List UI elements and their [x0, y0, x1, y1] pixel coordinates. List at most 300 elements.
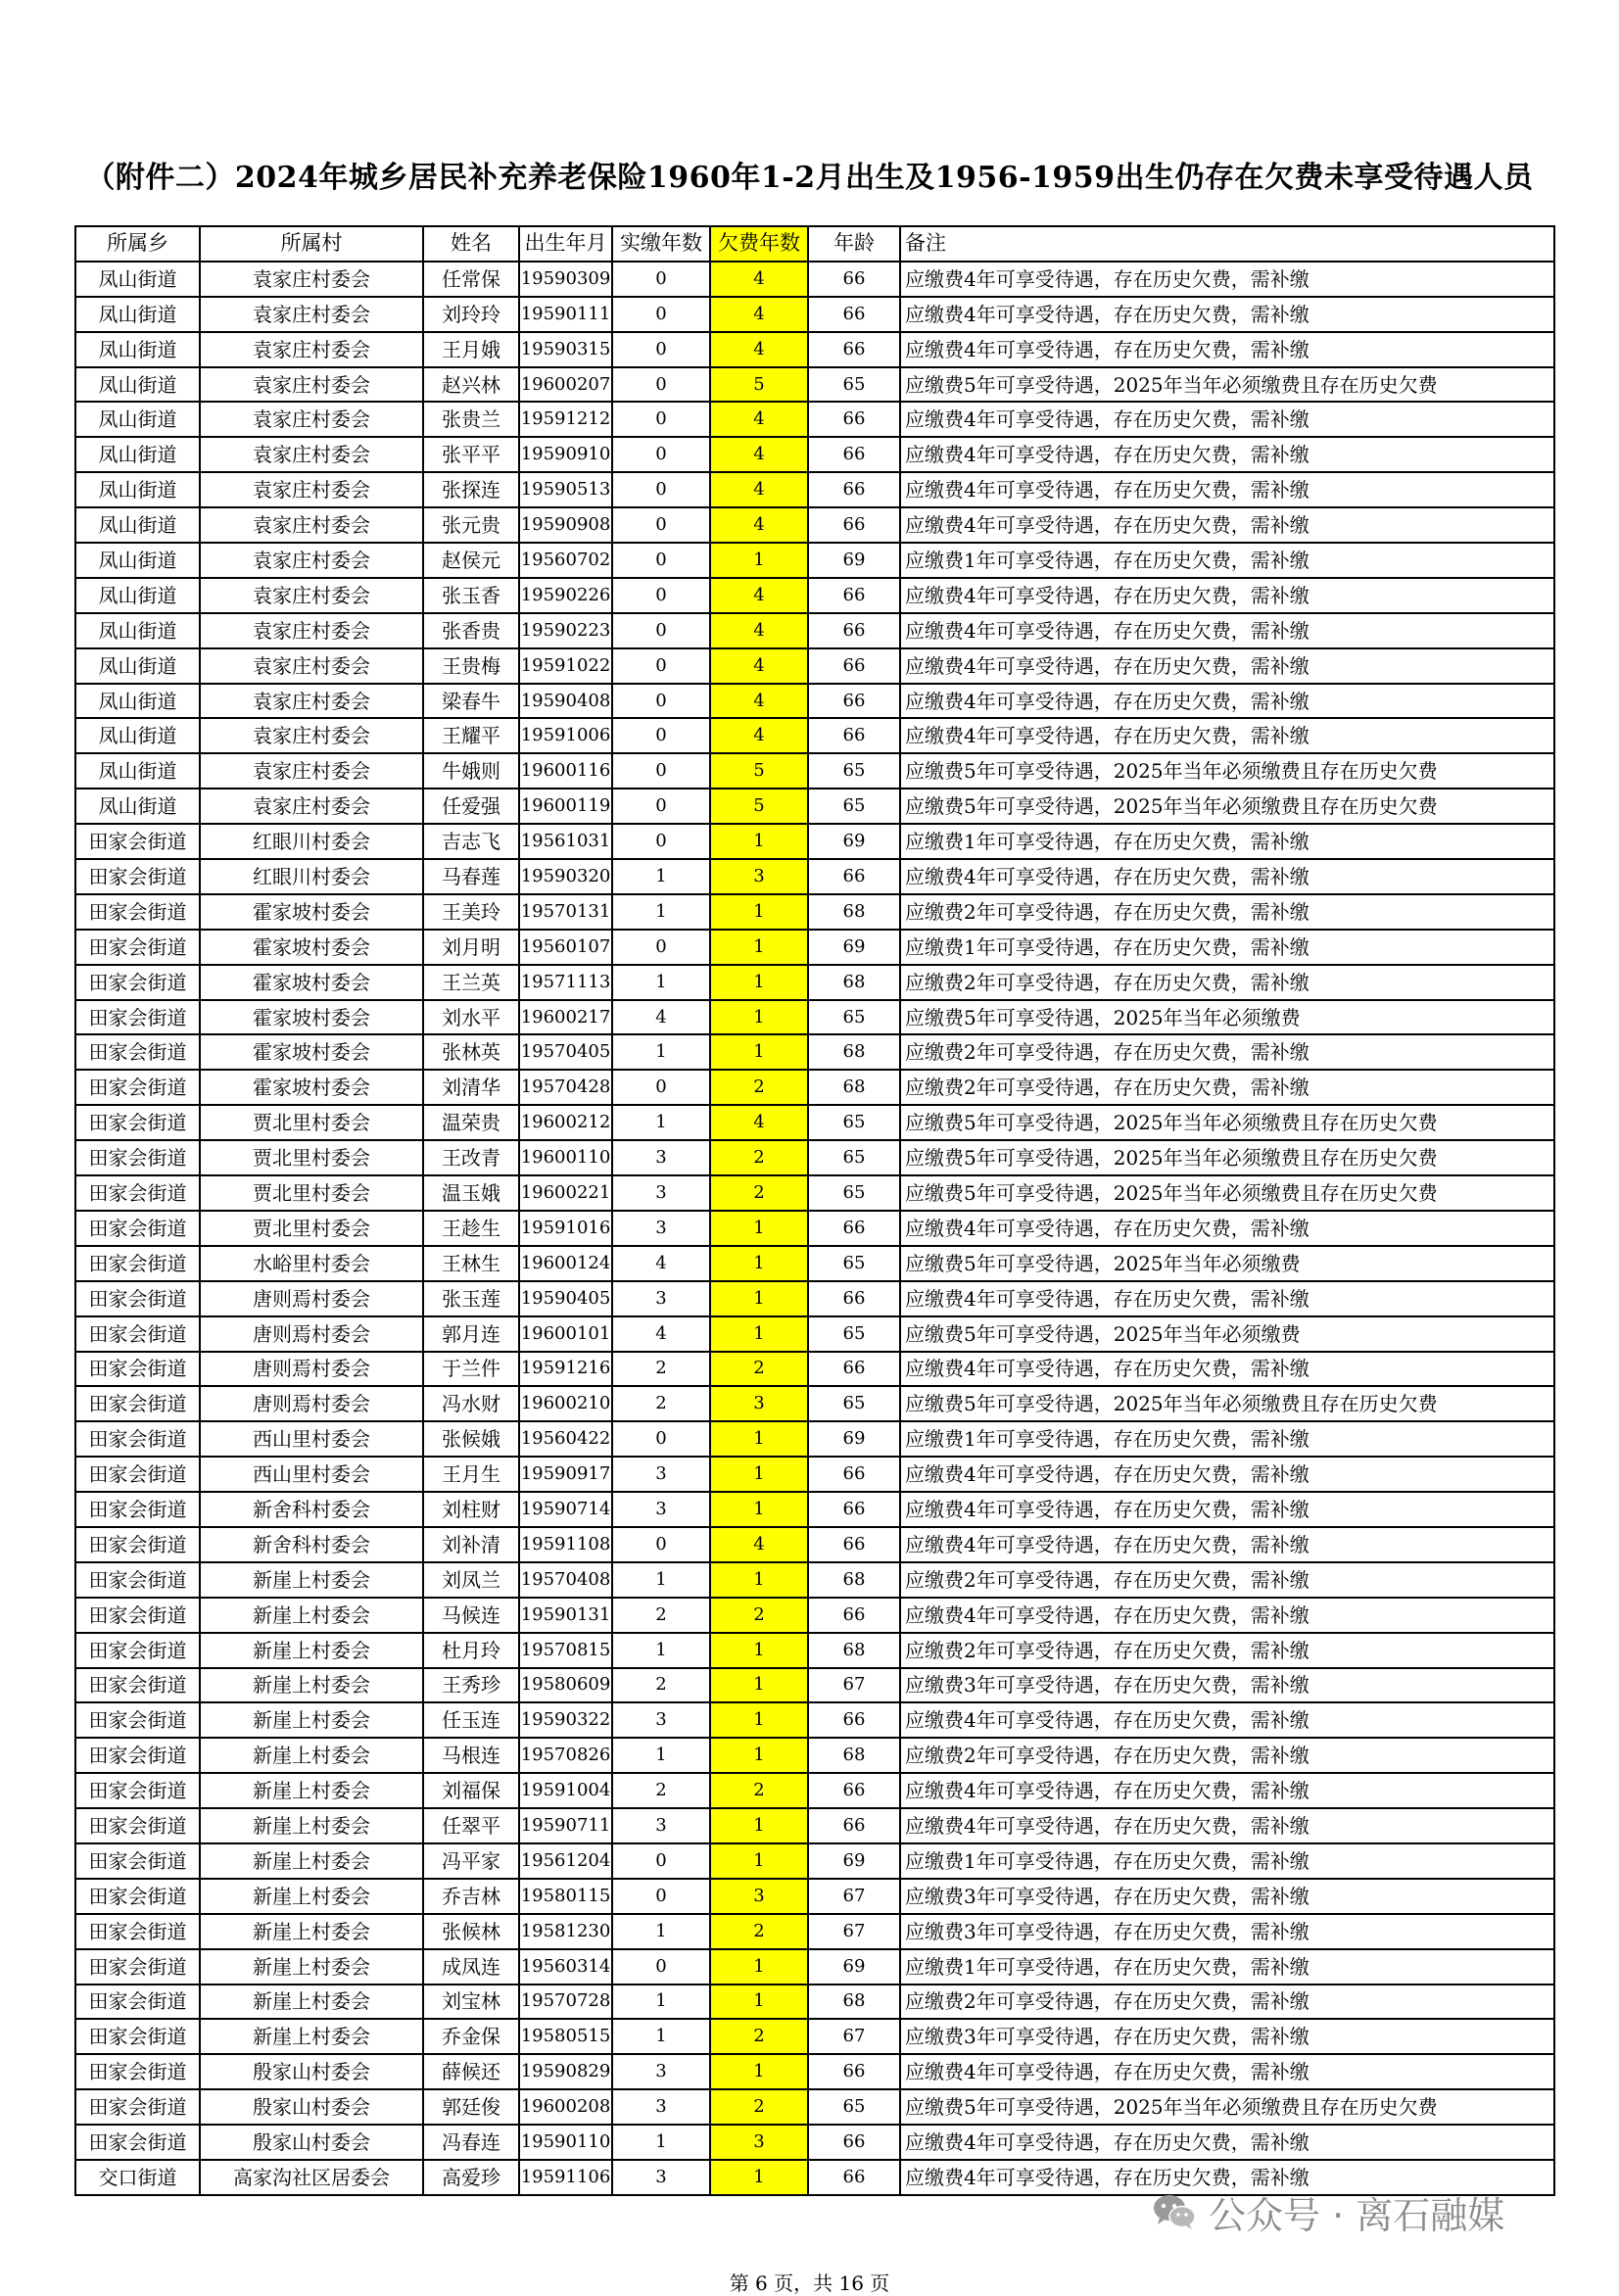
table-row: [75, 1738, 1554, 1773]
cell-age: 66: [808, 1598, 900, 1633]
cell-arrears-years: 1: [710, 1738, 808, 1773]
document-title: （附件二）2024年城乡居民补充养老保险1960年1-2月出生及1956-1959出生仍存在欠费未享受待遇人员: [85, 161, 1534, 195]
cell-paid-years: 1: [612, 2125, 710, 2160]
table-row: [75, 718, 1554, 753]
header-age: 年龄: [808, 226, 900, 262]
table-row: [75, 684, 1554, 719]
cell-arrears-years: 1: [710, 930, 808, 965]
cell-arrears-years: 1: [710, 1808, 808, 1843]
cell-township: 田家会街道: [75, 1492, 200, 1527]
cell-birth-date: 19570405: [519, 1034, 612, 1070]
cell-birth-date: 19570408: [519, 1562, 612, 1598]
cell-age: 65: [808, 1386, 900, 1421]
cell-birth-date: 19591022: [519, 648, 612, 684]
table-row: [75, 297, 1554, 332]
cell-age: 66: [808, 2160, 900, 2195]
cell-village: 唐则焉村委会: [200, 1352, 423, 1387]
cell-person-name: 赵兴林: [423, 367, 519, 403]
cell-village: 新舍科村委会: [200, 1527, 423, 1562]
cell-township: 田家会街道: [75, 1140, 200, 1175]
cell-arrears-years: 3: [710, 859, 808, 894]
cell-person-name: 张候娥: [423, 1421, 519, 1457]
cell-paid-years: 3: [612, 2089, 710, 2125]
cell-township: 田家会街道: [75, 965, 200, 1000]
cell-remarks: 应缴费3年可享受待遇，存在历史欠费，需补缴: [900, 1879, 1554, 1914]
cell-arrears-years: 4: [710, 1105, 808, 1140]
cell-paid-years: 0: [612, 648, 710, 684]
cell-arrears-years: 1: [710, 1562, 808, 1598]
cell-township: 凤山街道: [75, 613, 200, 648]
cell-village: 袁家庄村委会: [200, 578, 423, 613]
cell-remarks: 应缴费5年可享受待遇，2025年当年必须缴费: [900, 1246, 1554, 1281]
cell-person-name: 刘水平: [423, 1000, 519, 1035]
cell-person-name: 于兰件: [423, 1352, 519, 1387]
cell-birth-date: 19590320: [519, 859, 612, 894]
cell-remarks: 应缴费2年可享受待遇，存在历史欠费，需补缴: [900, 1985, 1554, 2020]
table-row: [75, 789, 1554, 824]
cell-age: 69: [808, 930, 900, 965]
cell-township: 田家会街道: [75, 1246, 200, 1281]
cell-paid-years: 3: [612, 1808, 710, 1843]
cell-township: 田家会街道: [75, 1070, 200, 1105]
data-table: [74, 225, 1555, 2196]
cell-age: 66: [808, 262, 900, 297]
cell-village: 新崖上村委会: [200, 1879, 423, 1914]
cell-village: 新崖上村委会: [200, 1808, 423, 1843]
table-row: [75, 1949, 1554, 1985]
cell-person-name: 王秀珍: [423, 1668, 519, 1703]
cell-age: 65: [808, 1246, 900, 1281]
cell-birth-date: 19561204: [519, 1843, 612, 1879]
cell-person-name: 刘凤兰: [423, 1562, 519, 1598]
cell-age: 65: [808, 753, 900, 789]
cell-birth-date: 19570428: [519, 1070, 612, 1105]
cell-township: 凤山街道: [75, 718, 200, 753]
cell-paid-years: 0: [612, 297, 710, 332]
cell-remarks: 应缴费4年可享受待遇，存在历史欠费，需补缴: [900, 1598, 1554, 1633]
cell-arrears-years: 4: [710, 472, 808, 507]
cell-remarks: 应缴费4年可享受待遇，存在历史欠费，需补缴: [900, 332, 1554, 367]
cell-birth-date: 19580609: [519, 1668, 612, 1703]
cell-age: 67: [808, 1668, 900, 1703]
cell-village: 袁家庄村委会: [200, 402, 423, 437]
table-row: [75, 1562, 1554, 1598]
cell-paid-years: 0: [612, 1843, 710, 1879]
cell-birth-date: 19600210: [519, 1386, 612, 1421]
table-row: [75, 1914, 1554, 1949]
cell-age: 65: [808, 1316, 900, 1352]
cell-paid-years: 0: [612, 824, 710, 859]
cell-age: 66: [808, 613, 900, 648]
cell-arrears-years: 2: [710, 2019, 808, 2054]
cell-paid-years: 3: [612, 1457, 710, 1492]
cell-township: 田家会街道: [75, 2054, 200, 2089]
table-row: [75, 1281, 1554, 1316]
table-row: [75, 1421, 1554, 1457]
cell-paid-years: 0: [612, 262, 710, 297]
cell-age: 68: [808, 1562, 900, 1598]
cell-birth-date: 19590711: [519, 1808, 612, 1843]
table-row: [75, 1316, 1554, 1352]
cell-village: 贾北里村委会: [200, 1105, 423, 1140]
table-row: [75, 894, 1554, 930]
header-remarks: 备注: [900, 226, 1554, 262]
cell-person-name: 郭廷俊: [423, 2089, 519, 2125]
cell-township: 田家会街道: [75, 1457, 200, 1492]
cell-township: 田家会街道: [75, 1843, 200, 1879]
cell-remarks: 应缴费4年可享受待遇，存在历史欠费，需补缴: [900, 507, 1554, 543]
cell-birth-date: 19600110: [519, 1140, 612, 1175]
cell-person-name: 高爱珍: [423, 2160, 519, 2195]
cell-arrears-years: 1: [710, 1000, 808, 1035]
cell-paid-years: 1: [612, 2019, 710, 2054]
cell-person-name: 王贵梅: [423, 648, 519, 684]
cell-village: 袁家庄村委会: [200, 789, 423, 824]
cell-remarks: 应缴费1年可享受待遇，存在历史欠费，需补缴: [900, 1421, 1554, 1457]
cell-paid-years: 1: [612, 1105, 710, 1140]
cell-birth-date: 19590908: [519, 507, 612, 543]
cell-age: 66: [808, 578, 900, 613]
cell-paid-years: 4: [612, 1246, 710, 1281]
table-row: [75, 507, 1554, 543]
cell-arrears-years: 4: [710, 578, 808, 613]
cell-person-name: 张候林: [423, 1914, 519, 1949]
cell-arrears-years: 2: [710, 1773, 808, 1808]
cell-paid-years: 0: [612, 930, 710, 965]
cell-person-name: 王改青: [423, 1140, 519, 1175]
cell-age: 68: [808, 1070, 900, 1105]
cell-township: 田家会街道: [75, 1598, 200, 1633]
cell-birth-date: 19581230: [519, 1914, 612, 1949]
table-row: [75, 753, 1554, 789]
cell-remarks: 应缴费4年可享受待遇，存在历史欠费，需补缴: [900, 613, 1554, 648]
cell-age: 67: [808, 2019, 900, 2054]
cell-remarks: 应缴费4年可享受待遇，存在历史欠费，需补缴: [900, 684, 1554, 719]
cell-birth-date: 19590513: [519, 472, 612, 507]
table-row: [75, 1879, 1554, 1914]
cell-person-name: 薛候还: [423, 2054, 519, 2089]
cell-paid-years: 0: [612, 472, 710, 507]
cell-paid-years: 0: [612, 332, 710, 367]
table-header-row: [75, 226, 1554, 262]
cell-arrears-years: 1: [710, 1034, 808, 1070]
cell-person-name: 张元贵: [423, 507, 519, 543]
cell-remarks: 应缴费1年可享受待遇，存在历史欠费，需补缴: [900, 1949, 1554, 1985]
cell-arrears-years: 4: [710, 1527, 808, 1562]
cell-birth-date: 19600119: [519, 789, 612, 824]
cell-arrears-years: 4: [710, 718, 808, 753]
cell-person-name: 王兰英: [423, 965, 519, 1000]
cell-person-name: 郭月连: [423, 1316, 519, 1352]
cell-paid-years: 3: [612, 2160, 710, 2195]
cell-birth-date: 19600116: [519, 753, 612, 789]
table-row: [75, 1773, 1554, 1808]
cell-remarks: 应缴费4年可享受待遇，存在历史欠费，需补缴: [900, 2125, 1554, 2160]
cell-village: 新崖上村委会: [200, 1702, 423, 1738]
cell-township: 凤山街道: [75, 297, 200, 332]
table-row: [75, 1843, 1554, 1879]
cell-paid-years: 0: [612, 543, 710, 578]
cell-village: 新崖上村委会: [200, 1738, 423, 1773]
cell-remarks: 应缴费4年可享受待遇，存在历史欠费，需补缴: [900, 718, 1554, 753]
table-row: [75, 543, 1554, 578]
cell-age: 66: [808, 402, 900, 437]
cell-village: 袁家庄村委会: [200, 437, 423, 472]
table-row: [75, 965, 1554, 1000]
cell-paid-years: 1: [612, 859, 710, 894]
cell-birth-date: 19600212: [519, 1105, 612, 1140]
cell-person-name: 成凤连: [423, 1949, 519, 1985]
cell-township: 凤山街道: [75, 437, 200, 472]
cell-paid-years: 4: [612, 1000, 710, 1035]
cell-birth-date: 19560422: [519, 1421, 612, 1457]
cell-village: 新崖上村委会: [200, 1985, 423, 2020]
cell-person-name: 张玉莲: [423, 1281, 519, 1316]
cell-paid-years: 0: [612, 1879, 710, 1914]
cell-arrears-years: 3: [710, 1879, 808, 1914]
cell-remarks: 应缴费4年可享受待遇，存在历史欠费，需补缴: [900, 1211, 1554, 1246]
cell-age: 66: [808, 1211, 900, 1246]
cell-village: 殷家山村委会: [200, 2089, 423, 2125]
cell-paid-years: 3: [612, 1211, 710, 1246]
cell-township: 凤山街道: [75, 472, 200, 507]
cell-person-name: 王耀平: [423, 718, 519, 753]
table-row: [75, 2125, 1554, 2160]
cell-remarks: 应缴费4年可享受待遇，存在历史欠费，需补缴: [900, 262, 1554, 297]
cell-birth-date: 19590223: [519, 613, 612, 648]
cell-birth-date: 19590315: [519, 332, 612, 367]
cell-village: 袁家庄村委会: [200, 613, 423, 648]
cell-village: 袁家庄村委会: [200, 332, 423, 367]
cell-person-name: 吉志飞: [423, 824, 519, 859]
cell-paid-years: 0: [612, 367, 710, 403]
cell-birth-date: 19590322: [519, 1702, 612, 1738]
table-row: [75, 1808, 1554, 1843]
table-row: [75, 1598, 1554, 1633]
table-row: [75, 332, 1554, 367]
cell-village: 新崖上村委会: [200, 1949, 423, 1985]
cell-age: 66: [808, 507, 900, 543]
cell-arrears-years: 5: [710, 753, 808, 789]
cell-paid-years: 0: [612, 402, 710, 437]
cell-person-name: 王趁生: [423, 1211, 519, 1246]
cell-paid-years: 1: [612, 1633, 710, 1668]
header-township: 所属乡: [75, 226, 200, 262]
cell-paid-years: 0: [612, 718, 710, 753]
cell-arrears-years: 4: [710, 297, 808, 332]
cell-birth-date: 19560107: [519, 930, 612, 965]
cell-age: 65: [808, 367, 900, 403]
cell-person-name: 马春莲: [423, 859, 519, 894]
cell-remarks: 应缴费4年可享受待遇，存在历史欠费，需补缴: [900, 472, 1554, 507]
cell-remarks: 应缴费2年可享受待遇，存在历史欠费，需补缴: [900, 1633, 1554, 1668]
cell-village: 唐则焉村委会: [200, 1281, 423, 1316]
cell-birth-date: 19590111: [519, 297, 612, 332]
cell-village: 霍家坡村委会: [200, 1070, 423, 1105]
cell-village: 新崖上村委会: [200, 1773, 423, 1808]
cell-township: 田家会街道: [75, 824, 200, 859]
cell-paid-years: 1: [612, 965, 710, 1000]
cell-person-name: 冯水财: [423, 1386, 519, 1421]
cell-village: 高家沟社区居委会: [200, 2160, 423, 2195]
cell-arrears-years: 1: [710, 1211, 808, 1246]
cell-person-name: 张玉香: [423, 578, 519, 613]
table-row: [75, 930, 1554, 965]
cell-paid-years: 2: [612, 1386, 710, 1421]
table-row: [75, 1175, 1554, 1211]
cell-birth-date: 19570815: [519, 1633, 612, 1668]
cell-paid-years: 0: [612, 578, 710, 613]
cell-remarks: 应缴费2年可享受待遇，存在历史欠费，需补缴: [900, 1034, 1554, 1070]
cell-township: 田家会街道: [75, 859, 200, 894]
cell-person-name: 马根连: [423, 1738, 519, 1773]
table-row: [75, 472, 1554, 507]
cell-township: 田家会街道: [75, 1702, 200, 1738]
cell-paid-years: 1: [612, 1738, 710, 1773]
cell-township: 田家会街道: [75, 2125, 200, 2160]
cell-person-name: 任爱强: [423, 789, 519, 824]
table-row: [75, 1386, 1554, 1421]
cell-person-name: 乔吉林: [423, 1879, 519, 1914]
cell-township: 凤山街道: [75, 753, 200, 789]
cell-village: 新崖上村委会: [200, 1633, 423, 1668]
cell-birth-date: 19600207: [519, 367, 612, 403]
cell-arrears-years: 4: [710, 507, 808, 543]
table-row: [75, 648, 1554, 684]
cell-age: 66: [808, 1808, 900, 1843]
cell-township: 田家会街道: [75, 1773, 200, 1808]
watermark: [1152, 2187, 1504, 2236]
cell-village: 新崖上村委会: [200, 2019, 423, 2054]
cell-person-name: 张香贵: [423, 613, 519, 648]
cell-arrears-years: 2: [710, 1352, 808, 1387]
cell-paid-years: 3: [612, 2054, 710, 2089]
cell-village: 袁家庄村委会: [200, 753, 423, 789]
cell-village: 袁家庄村委会: [200, 297, 423, 332]
cell-age: 66: [808, 1352, 900, 1387]
wechat-icon: [1152, 2192, 1197, 2231]
cell-township: 凤山街道: [75, 507, 200, 543]
table-row: [75, 402, 1554, 437]
cell-remarks: 应缴费1年可享受待遇，存在历史欠费，需补缴: [900, 543, 1554, 578]
table-row: [75, 2054, 1554, 2089]
cell-remarks: 应缴费4年可享受待遇，存在历史欠费，需补缴: [900, 1457, 1554, 1492]
cell-remarks: 应缴费5年可享受待遇，2025年当年必须缴费且存在历史欠费: [900, 1105, 1554, 1140]
cell-arrears-years: 3: [710, 2125, 808, 2160]
cell-township: 田家会街道: [75, 1211, 200, 1246]
cell-person-name: 牛娥则: [423, 753, 519, 789]
cell-remarks: 应缴费5年可享受待遇，2025年当年必须缴费: [900, 1000, 1554, 1035]
cell-remarks: 应缴费4年可享受待遇，存在历史欠费，需补缴: [900, 859, 1554, 894]
cell-paid-years: 0: [612, 507, 710, 543]
cell-arrears-years: 4: [710, 262, 808, 297]
cell-person-name: 刘补清: [423, 1527, 519, 1562]
cell-remarks: 应缴费2年可享受待遇，存在历史欠费，需补缴: [900, 1562, 1554, 1598]
cell-person-name: 王林生: [423, 1246, 519, 1281]
cell-age: 68: [808, 1738, 900, 1773]
cell-township: 田家会街道: [75, 1668, 200, 1703]
cell-age: 65: [808, 2089, 900, 2125]
cell-person-name: 刘月明: [423, 930, 519, 965]
cell-township: 田家会街道: [75, 1879, 200, 1914]
cell-township: 田家会街道: [75, 1949, 200, 1985]
cell-village: 红眼川村委会: [200, 824, 423, 859]
cell-birth-date: 19571113: [519, 965, 612, 1000]
cell-arrears-years: 3: [710, 1386, 808, 1421]
cell-person-name: 刘玲玲: [423, 297, 519, 332]
cell-birth-date: 19600221: [519, 1175, 612, 1211]
cell-paid-years: 0: [612, 753, 710, 789]
cell-arrears-years: 4: [710, 613, 808, 648]
cell-arrears-years: 1: [710, 1633, 808, 1668]
cell-age: 69: [808, 1421, 900, 1457]
cell-paid-years: 3: [612, 1702, 710, 1738]
cell-township: 田家会街道: [75, 1034, 200, 1070]
cell-person-name: 马候连: [423, 1598, 519, 1633]
cell-birth-date: 19600208: [519, 2089, 612, 2125]
cell-age: 66: [808, 297, 900, 332]
cell-township: 田家会街道: [75, 1421, 200, 1457]
cell-age: 69: [808, 824, 900, 859]
table-row: [75, 1352, 1554, 1387]
header-paid-years: 实缴年数: [612, 226, 710, 262]
cell-remarks: 应缴费2年可享受待遇，存在历史欠费，需补缴: [900, 894, 1554, 930]
cell-age: 65: [808, 789, 900, 824]
table-row: [75, 824, 1554, 859]
cell-township: 田家会街道: [75, 894, 200, 930]
cell-township: 田家会街道: [75, 2019, 200, 2054]
table-row: [75, 1034, 1554, 1070]
cell-remarks: 应缴费5年可享受待遇，2025年当年必须缴费且存在历史欠费: [900, 1175, 1554, 1211]
cell-remarks: 应缴费4年可享受待遇，存在历史欠费，需补缴: [900, 2054, 1554, 2089]
cell-paid-years: 2: [612, 1598, 710, 1633]
table-row: [75, 1140, 1554, 1175]
cell-township: 凤山街道: [75, 543, 200, 578]
cell-arrears-years: 4: [710, 402, 808, 437]
cell-birth-date: 19591108: [519, 1527, 612, 1562]
cell-village: 贾北里村委会: [200, 1175, 423, 1211]
header-village: 所属村: [200, 226, 423, 262]
cell-remarks: 应缴费4年可享受待遇，存在历史欠费，需补缴: [900, 402, 1554, 437]
cell-township: 田家会街道: [75, 1985, 200, 2020]
cell-arrears-years: 1: [710, 824, 808, 859]
cell-remarks: 应缴费3年可享受待遇，存在历史欠费，需补缴: [900, 1914, 1554, 1949]
cell-remarks: 应缴费5年可享受待遇，2025年当年必须缴费且存在历史欠费: [900, 2089, 1554, 2125]
cell-paid-years: 2: [612, 1352, 710, 1387]
cell-village: 新崖上村委会: [200, 1843, 423, 1879]
cell-remarks: 应缴费1年可享受待遇，存在历史欠费，需补缴: [900, 930, 1554, 965]
cell-age: 65: [808, 1000, 900, 1035]
cell-paid-years: 1: [612, 1914, 710, 1949]
cell-village: 新崖上村委会: [200, 1668, 423, 1703]
cell-age: 65: [808, 1105, 900, 1140]
table-row: [75, 1527, 1554, 1562]
cell-person-name: 赵侯元: [423, 543, 519, 578]
table-row: [75, 1492, 1554, 1527]
cell-age: 66: [808, 1492, 900, 1527]
cell-remarks: 应缴费4年可享受待遇，存在历史欠费，需补缴: [900, 1702, 1554, 1738]
cell-remarks: 应缴费5年可享受待遇，2025年当年必须缴费且存在历史欠费: [900, 367, 1554, 403]
cell-remarks: 应缴费2年可享受待遇，存在历史欠费，需补缴: [900, 965, 1554, 1000]
cell-township: 田家会街道: [75, 1175, 200, 1211]
cell-birth-date: 19590131: [519, 1598, 612, 1633]
cell-remarks: 应缴费1年可享受待遇，存在历史欠费，需补缴: [900, 1843, 1554, 1879]
cell-age: 66: [808, 332, 900, 367]
cell-arrears-years: 1: [710, 2160, 808, 2195]
cell-arrears-years: 2: [710, 2089, 808, 2125]
cell-arrears-years: 5: [710, 367, 808, 403]
cell-age: 66: [808, 1527, 900, 1562]
